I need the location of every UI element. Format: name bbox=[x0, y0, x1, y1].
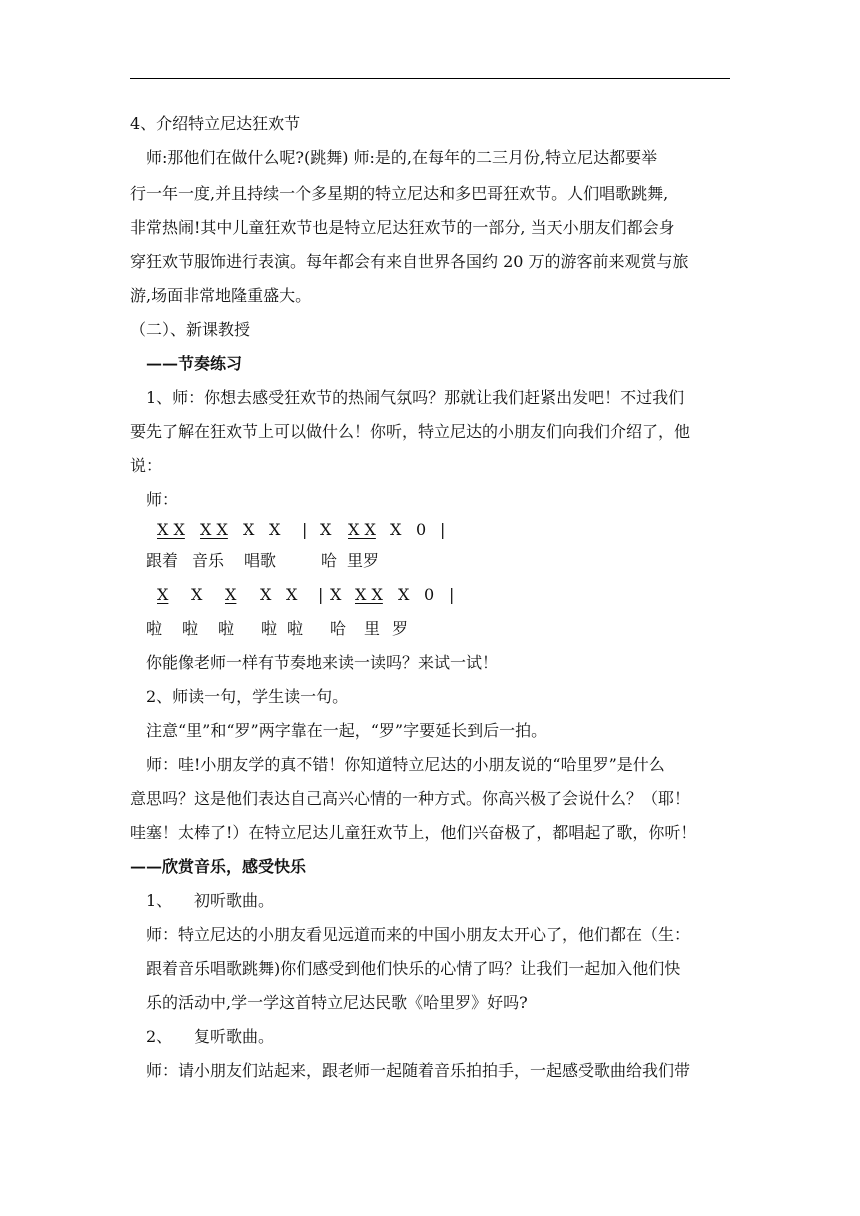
barline: | bbox=[302, 520, 308, 539]
notation-token: X bbox=[191, 585, 203, 604]
notation-token: X bbox=[269, 520, 281, 539]
notation-token: X X bbox=[355, 585, 383, 604]
new-lesson-heading: （二）、新课教授 bbox=[130, 320, 251, 339]
barline: | bbox=[449, 585, 455, 604]
lyric: 哈 bbox=[330, 619, 347, 638]
rhythm-notation-row bbox=[0, 585, 860, 605]
teacher-label: 师： bbox=[146, 490, 179, 509]
first-listen-title: 初听歌曲。 bbox=[194, 891, 275, 910]
praise-paragraph-line: 意思吗？这是他们表达自己高兴心情的一种方式。你高兴极了会说什么？（耶！ bbox=[130, 789, 691, 808]
rhythm-followup-line: 你能像老师一样有节奏地来读一读吗？来试一试！ bbox=[146, 653, 499, 672]
second-listen-title: 复听歌曲。 bbox=[194, 1027, 275, 1046]
praise-paragraph-line: 师：哇!小朋友学的真不错！你知道特立尼达的小朋友说的“哈里罗”是什么 bbox=[146, 755, 665, 774]
notation-token: X bbox=[390, 520, 402, 539]
intro-paragraph-line: 游,场面非常地隆重盛大。 bbox=[130, 286, 312, 305]
lyric: 唱歌 bbox=[244, 551, 277, 570]
barline: | bbox=[440, 520, 446, 539]
rhythm-followup-line: 注意“里”和“罗”两字靠在一起，“罗”字要延长到后一拍。 bbox=[146, 721, 548, 740]
intro-heading: 4、介绍特立尼达狂欢节 bbox=[130, 114, 301, 133]
rhythm-practice-heading: ——节奏练习 bbox=[146, 354, 243, 373]
rhythm-paragraph-line: 要先了解在狂欢节上可以做什么！你听，特立尼达的小朋友们向我们介绍了，他 bbox=[130, 422, 691, 441]
notation-token: 0 bbox=[424, 585, 435, 604]
lyric: 啦 bbox=[261, 619, 278, 638]
lyrics-row bbox=[0, 551, 860, 571]
notation-token: X bbox=[225, 585, 237, 604]
notation-token: X bbox=[243, 520, 255, 539]
lyric: 音乐 bbox=[192, 551, 225, 570]
first-listen-paragraph-line: 师：特立尼达的小朋友看见远道而来的中国小朋友太开心了，他们都在（生： bbox=[146, 925, 691, 944]
notation-token: X bbox=[398, 585, 410, 604]
notation-token: 0 bbox=[416, 520, 427, 539]
notation-token: X X bbox=[200, 520, 228, 539]
intro-paragraph-line: 师:那他们在做什么呢?(跳舞) 师:是的,在每年的二三月份,特立尼达都要举 bbox=[146, 148, 658, 167]
notation-token: X bbox=[330, 585, 342, 604]
rhythm-paragraph-line: 说： bbox=[130, 456, 163, 475]
lyric: 里 bbox=[364, 619, 381, 638]
lyric: 啦 bbox=[182, 619, 199, 638]
lyric: 啦 bbox=[287, 619, 304, 638]
lyric: 啦 bbox=[218, 619, 235, 638]
first-listen-number: 1、 bbox=[146, 891, 173, 910]
lyrics-row bbox=[0, 619, 860, 639]
first-listen-paragraph-line: 跟着音乐唱歌跳舞)你们感受到他们快乐的心情了吗？让我们一起加入他们快 bbox=[146, 959, 681, 978]
notation-token: X X bbox=[157, 520, 185, 539]
lyric: 罗 bbox=[392, 619, 409, 638]
intro-paragraph-line: 非常热闹!其中儿童狂欢节也是特立尼达狂欢节的一部分, 当天小朋友们都会身 bbox=[130, 218, 675, 237]
lyric: 里罗 bbox=[347, 551, 380, 570]
lyric: 跟着 bbox=[146, 551, 179, 570]
notation-token: X bbox=[157, 585, 169, 604]
lyric: 哈 bbox=[321, 551, 338, 570]
second-listen-number: 2、 bbox=[146, 1027, 173, 1046]
first-listen-paragraph-line: 乐的活动中,学一学这首特立尼达民歌《哈里罗》好吗? bbox=[146, 993, 528, 1012]
barline: | bbox=[318, 585, 324, 604]
intro-paragraph-line: 行一年一度,并且持续一个多星期的特立尼达和多巴哥狂欢节。人们唱歌跳舞, bbox=[130, 184, 669, 203]
notation-token: X bbox=[286, 585, 298, 604]
enjoy-music-heading: ——欣赏音乐，感受快乐 bbox=[130, 857, 307, 876]
notation-token: X bbox=[260, 585, 272, 604]
second-listen-paragraph-line: 师：请小朋友们站起来，跟老师一起随着音乐拍拍手，一起感受歌曲给我们带 bbox=[146, 1061, 691, 1080]
header-rule bbox=[130, 78, 730, 79]
lyric: 啦 bbox=[146, 619, 163, 638]
rhythm-notation-row bbox=[0, 520, 860, 540]
rhythm-paragraph-line: 1、师：你想去感受狂欢节的热闹气氛吗？那就让我们赶紧出发吧！不过我们 bbox=[146, 388, 685, 407]
rhythm-followup-line: 2、师读一句，学生读一句。 bbox=[146, 687, 349, 706]
praise-paragraph-line: 哇塞！太棒了!）在特立尼达儿童狂欢节上，他们兴奋极了，都唱起了歌，你听！ bbox=[130, 823, 697, 842]
notation-token: X bbox=[320, 520, 332, 539]
intro-paragraph-line: 穿狂欢节服饰进行表演。每年都会有来自世界各国约 20 万的游客前来观赏与旅 bbox=[130, 252, 689, 271]
notation-token: X X bbox=[348, 520, 376, 539]
